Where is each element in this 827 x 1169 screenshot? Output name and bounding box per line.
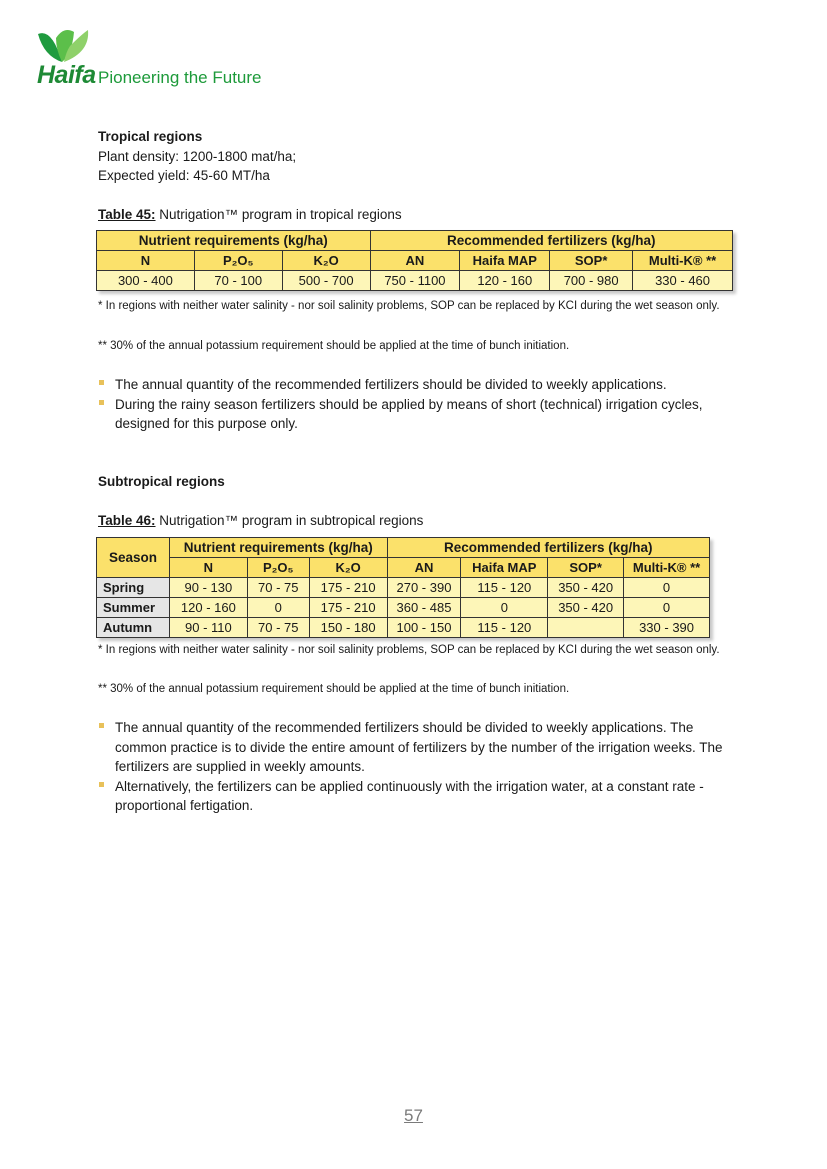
brand-wordmark: Haifa xyxy=(37,61,96,89)
footnote-potassium: ** 30% of the annual potassium requirement should be applied at the time of bunch initiation. xyxy=(98,340,570,352)
column-header: Haifa MAP xyxy=(461,558,548,578)
subtropical-bullets xyxy=(98,718,738,816)
table-cell: 70 - 100 xyxy=(194,271,282,291)
bullet-icon xyxy=(99,723,104,728)
table-caption-text: Nutrigation™ program in subtropical regions xyxy=(155,513,424,528)
table-caption xyxy=(98,511,423,531)
list-item: The annual quantity of the recommended fertilizers should be divided to weekly applications. xyxy=(98,375,738,395)
tropical-section xyxy=(98,127,296,186)
plant-density: Plant density: 1200-1800 mat/ha; xyxy=(98,148,297,164)
bullet-icon xyxy=(99,400,104,405)
season-cell: Summer xyxy=(97,598,170,618)
footnote-potassium: ** 30% of the annual potassium requirement should be applied at the time of bunch initiation. xyxy=(98,683,570,695)
footnote-kci: * In regions with neither water salinity - nor soil salinity problems, SOP can be replaced by KCI during the wet season only. xyxy=(98,644,720,656)
table-cell: 120 - 160 xyxy=(460,271,550,291)
table-caption-text: Nutrigation™ program in tropical regions xyxy=(155,207,402,222)
table-cell: 350 - 420 xyxy=(548,598,624,618)
footnote-kci: * In regions with neither water salinity - nor soil salinity problems, SOP can be replaced by KCI during the wet season only. xyxy=(98,300,720,312)
column-header: Haifa MAP xyxy=(460,251,550,271)
column-header: Multi-K® ** xyxy=(624,558,710,578)
table-cell: 0 xyxy=(624,578,710,598)
table-caption-label: Table 46: xyxy=(98,513,156,528)
season-header: Season xyxy=(97,538,170,578)
table-46 xyxy=(96,537,710,638)
page-number: 57 xyxy=(404,1106,423,1125)
column-header: Multi-K® ** xyxy=(633,251,733,271)
table-cell xyxy=(548,618,624,638)
table-caption-label: Table 45: xyxy=(98,207,156,222)
table-row xyxy=(97,598,710,618)
table-cell: 330 - 390 xyxy=(624,618,710,638)
table-cell: 150 - 180 xyxy=(309,618,387,638)
column-header: SOP* xyxy=(550,251,633,271)
table-row xyxy=(97,618,710,638)
table-cell: 175 - 210 xyxy=(309,578,387,598)
expected-yield: Expected yield: 45-60 MT/ha xyxy=(98,168,270,183)
tagline: Pioneering the Future xyxy=(98,68,262,87)
column-header: N xyxy=(169,558,247,578)
column-header: K₂O xyxy=(309,558,387,578)
season-cell: Spring xyxy=(97,578,170,598)
column-header: N xyxy=(97,251,195,271)
bullet-icon xyxy=(99,782,104,787)
nutrient-group-header: Nutrient requirements (kg/ha) xyxy=(169,538,387,558)
table-cell: 270 - 390 xyxy=(387,578,461,598)
column-header: AN xyxy=(370,251,460,271)
table-cell: 300 - 400 xyxy=(97,271,195,291)
table-row xyxy=(97,578,710,598)
table-cell: 360 - 485 xyxy=(387,598,461,618)
table-cell: 700 - 980 xyxy=(550,271,633,291)
column-header: P₂O₅ xyxy=(247,558,309,578)
table-cell: 120 - 160 xyxy=(169,598,247,618)
column-header: SOP* xyxy=(548,558,624,578)
table-cell: 90 - 130 xyxy=(169,578,247,598)
column-header: AN xyxy=(387,558,461,578)
table-cell: 330 - 460 xyxy=(633,271,733,291)
leaf-icon xyxy=(34,26,94,66)
column-header: P₂O₅ xyxy=(194,251,282,271)
nutrient-group-header: Nutrient requirements (kg/ha) xyxy=(97,231,371,251)
table-row xyxy=(97,271,733,291)
table-cell: 115 - 120 xyxy=(461,618,548,638)
table-cell: 175 - 210 xyxy=(309,598,387,618)
tropical-bullets xyxy=(98,375,738,434)
table-cell: 90 - 110 xyxy=(169,618,247,638)
table-cell: 70 - 75 xyxy=(247,578,309,598)
section-title: Subtropical regions xyxy=(98,474,225,489)
table-cell: 0 xyxy=(624,598,710,618)
list-item: The annual quantity of the recommended fertilizers should be divided to weekly applications. The common practice is to divide the entire amount of fertilizers by the number of the irrigation weeks. The fertilizers are supplied in weekly amounts. xyxy=(98,718,738,777)
table-cell: 750 - 1100 xyxy=(370,271,460,291)
list-item: During the rainy season fertilizers should be applied by means of short (technical) irrigation cycles, designed for this purpose only. xyxy=(98,395,738,434)
table-cell: 500 - 700 xyxy=(282,271,370,291)
table-cell: 70 - 75 xyxy=(247,618,309,638)
fertilizer-group-header: Recommended fertilizers (kg/ha) xyxy=(387,538,709,558)
table-caption xyxy=(98,205,402,225)
fertilizer-group-header: Recommended fertilizers (kg/ha) xyxy=(370,231,732,251)
table-cell: 0 xyxy=(461,598,548,618)
table-cell: 0 xyxy=(247,598,309,618)
table-cell: 100 - 150 xyxy=(387,618,461,638)
table-cell: 115 - 120 xyxy=(461,578,548,598)
bullet-icon xyxy=(99,380,104,385)
season-cell: Autumn xyxy=(97,618,170,638)
table-cell: 350 - 420 xyxy=(548,578,624,598)
list-item: Alternatively, the fertilizers can be applied continuously with the irrigation water, at a constant rate - proportional fertigation. xyxy=(98,777,738,816)
table-45 xyxy=(96,230,733,291)
section-title: Tropical regions xyxy=(98,129,203,144)
column-header: K₂O xyxy=(282,251,370,271)
